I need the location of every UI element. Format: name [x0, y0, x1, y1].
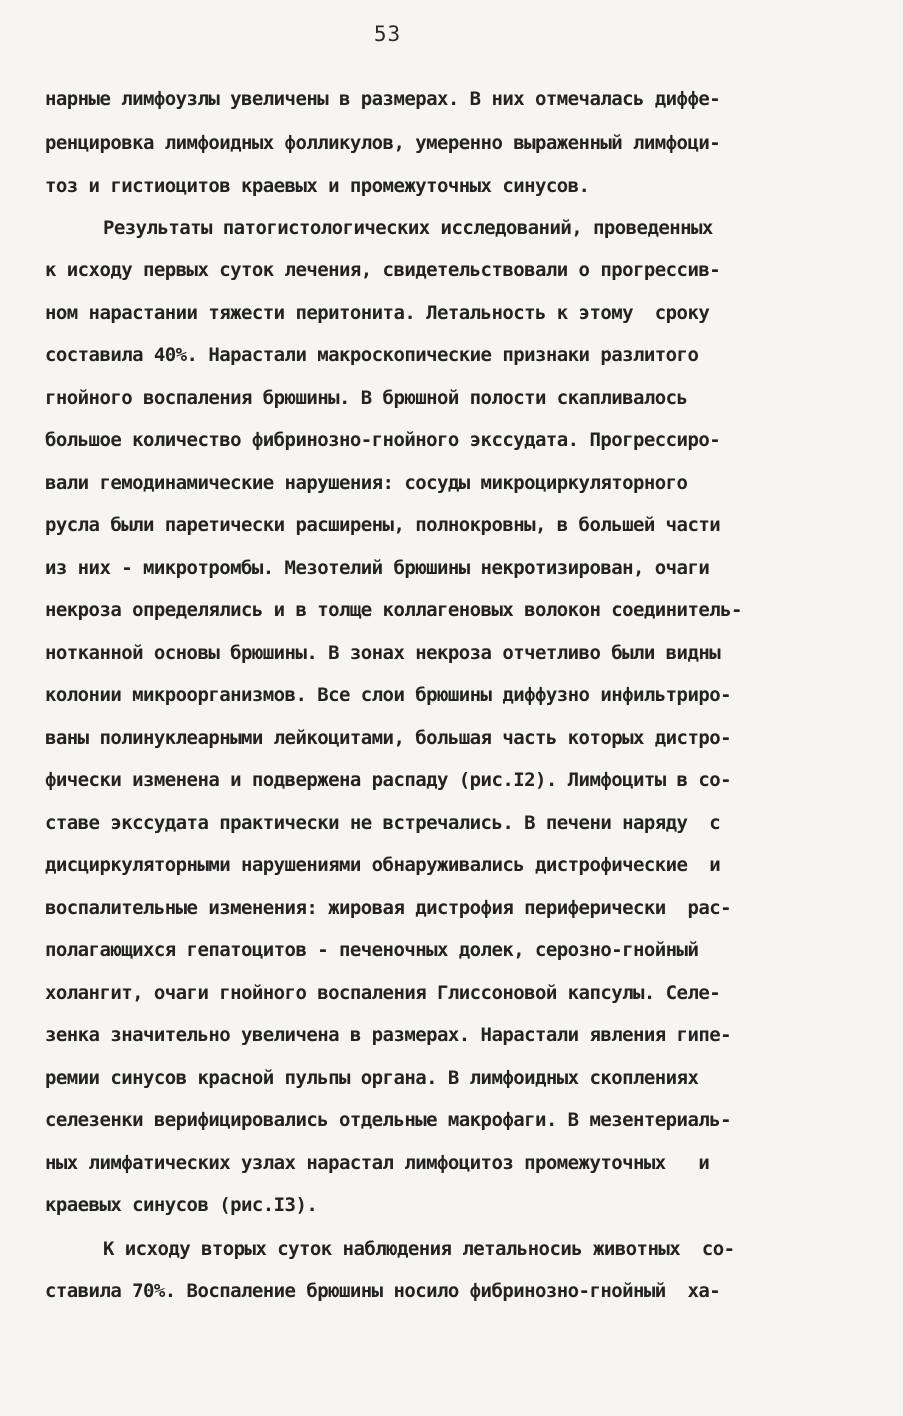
- text-line: гнойного воспаления брюшины. В брюшной полости скапливалось: [45, 387, 688, 409]
- text-line: краевых синусов (рис.I3).: [45, 1194, 318, 1216]
- text-line: вали гемодинамические нарушения: сосуды микроциркуляторного: [45, 472, 688, 494]
- text-line: составила 40%. Нарастали макроскопические признаки разлитого: [45, 344, 699, 366]
- text-line: нотканной основы брюшины. В зонах некроза отчетливо были видны: [45, 642, 721, 664]
- text-line: нарные лимфоузлы увеличены в размерах. В них отмечалась диффе-: [45, 88, 721, 110]
- text-line: селезенки верифицировались отдельные макрофаги. В мезентериаль-: [45, 1109, 732, 1131]
- text-line: тоз и гистиоцитов краевых и промежуточных синусов.: [45, 175, 590, 197]
- text-line: из них - микротромбы. Мезотелий брюшины некротизирован, очаги: [45, 557, 710, 579]
- page-number: 53: [373, 22, 402, 46]
- paragraph-first-line: К исходу вторых суток наблюдения летальносиь животных со-: [103, 1238, 735, 1260]
- text-line: холангит, очаги гнойного воспаления Глиссоновой капсулы. Селе-: [45, 982, 721, 1004]
- text-line: ных лимфатических узлах нарастал лимфоцитоз промежуточных и: [45, 1152, 710, 1174]
- text-line: дисциркуляторными нарушениями обнаруживались дистрофические и: [45, 854, 721, 876]
- text-line: зенка значительно увеличена в размерах. Нарастали явления гипе-: [45, 1024, 732, 1046]
- paragraph-first-line: Результаты патогистологических исследований, проведенных: [103, 217, 713, 239]
- text-line: ренцировка лимфоидных фолликулов, умеренно выраженный лимфоци-: [45, 132, 721, 154]
- text-line: большое количество фибринозно-гнойного экссудата. Прогрессиро-: [45, 429, 721, 451]
- text-line: ваны полинуклеарными лейкоцитами, большая часть которых дистро-: [45, 727, 732, 749]
- text-line: ном нарастании тяжести перитонита. Летальность к этому сроку: [45, 302, 710, 324]
- text-line: ставила 70%. Воспаление брюшины носило фибринозно-гнойный ха-: [45, 1280, 721, 1302]
- text-line: русла были паретически расширены, полнокровны, в большей части: [45, 514, 721, 536]
- text-line: ставе экссудата практически не встречались. В печени наряду с: [45, 812, 721, 834]
- text-line: к исходу первых суток лечения, свидетельствовали о прогрессив-: [45, 259, 721, 281]
- text-line: фически изменена и подвержена распаду (рис.I2). Лимфоциты в со-: [45, 769, 732, 791]
- text-line: колонии микроорганизмов. Все слои брюшины диффузно инфильтриро-: [45, 684, 732, 706]
- text-line: воспалительные изменения: жировая дистрофия периферически рас-: [45, 897, 732, 919]
- text-line: ремии синусов красной пульпы органа. В лимфоидных скоплениях: [45, 1067, 699, 1089]
- text-line: некроза определялись и в толще коллагеновых волокон соединитель-: [45, 599, 742, 621]
- text-line: полагающихся гепатоцитов - печеночных долек, серозно-гнойный: [45, 939, 699, 961]
